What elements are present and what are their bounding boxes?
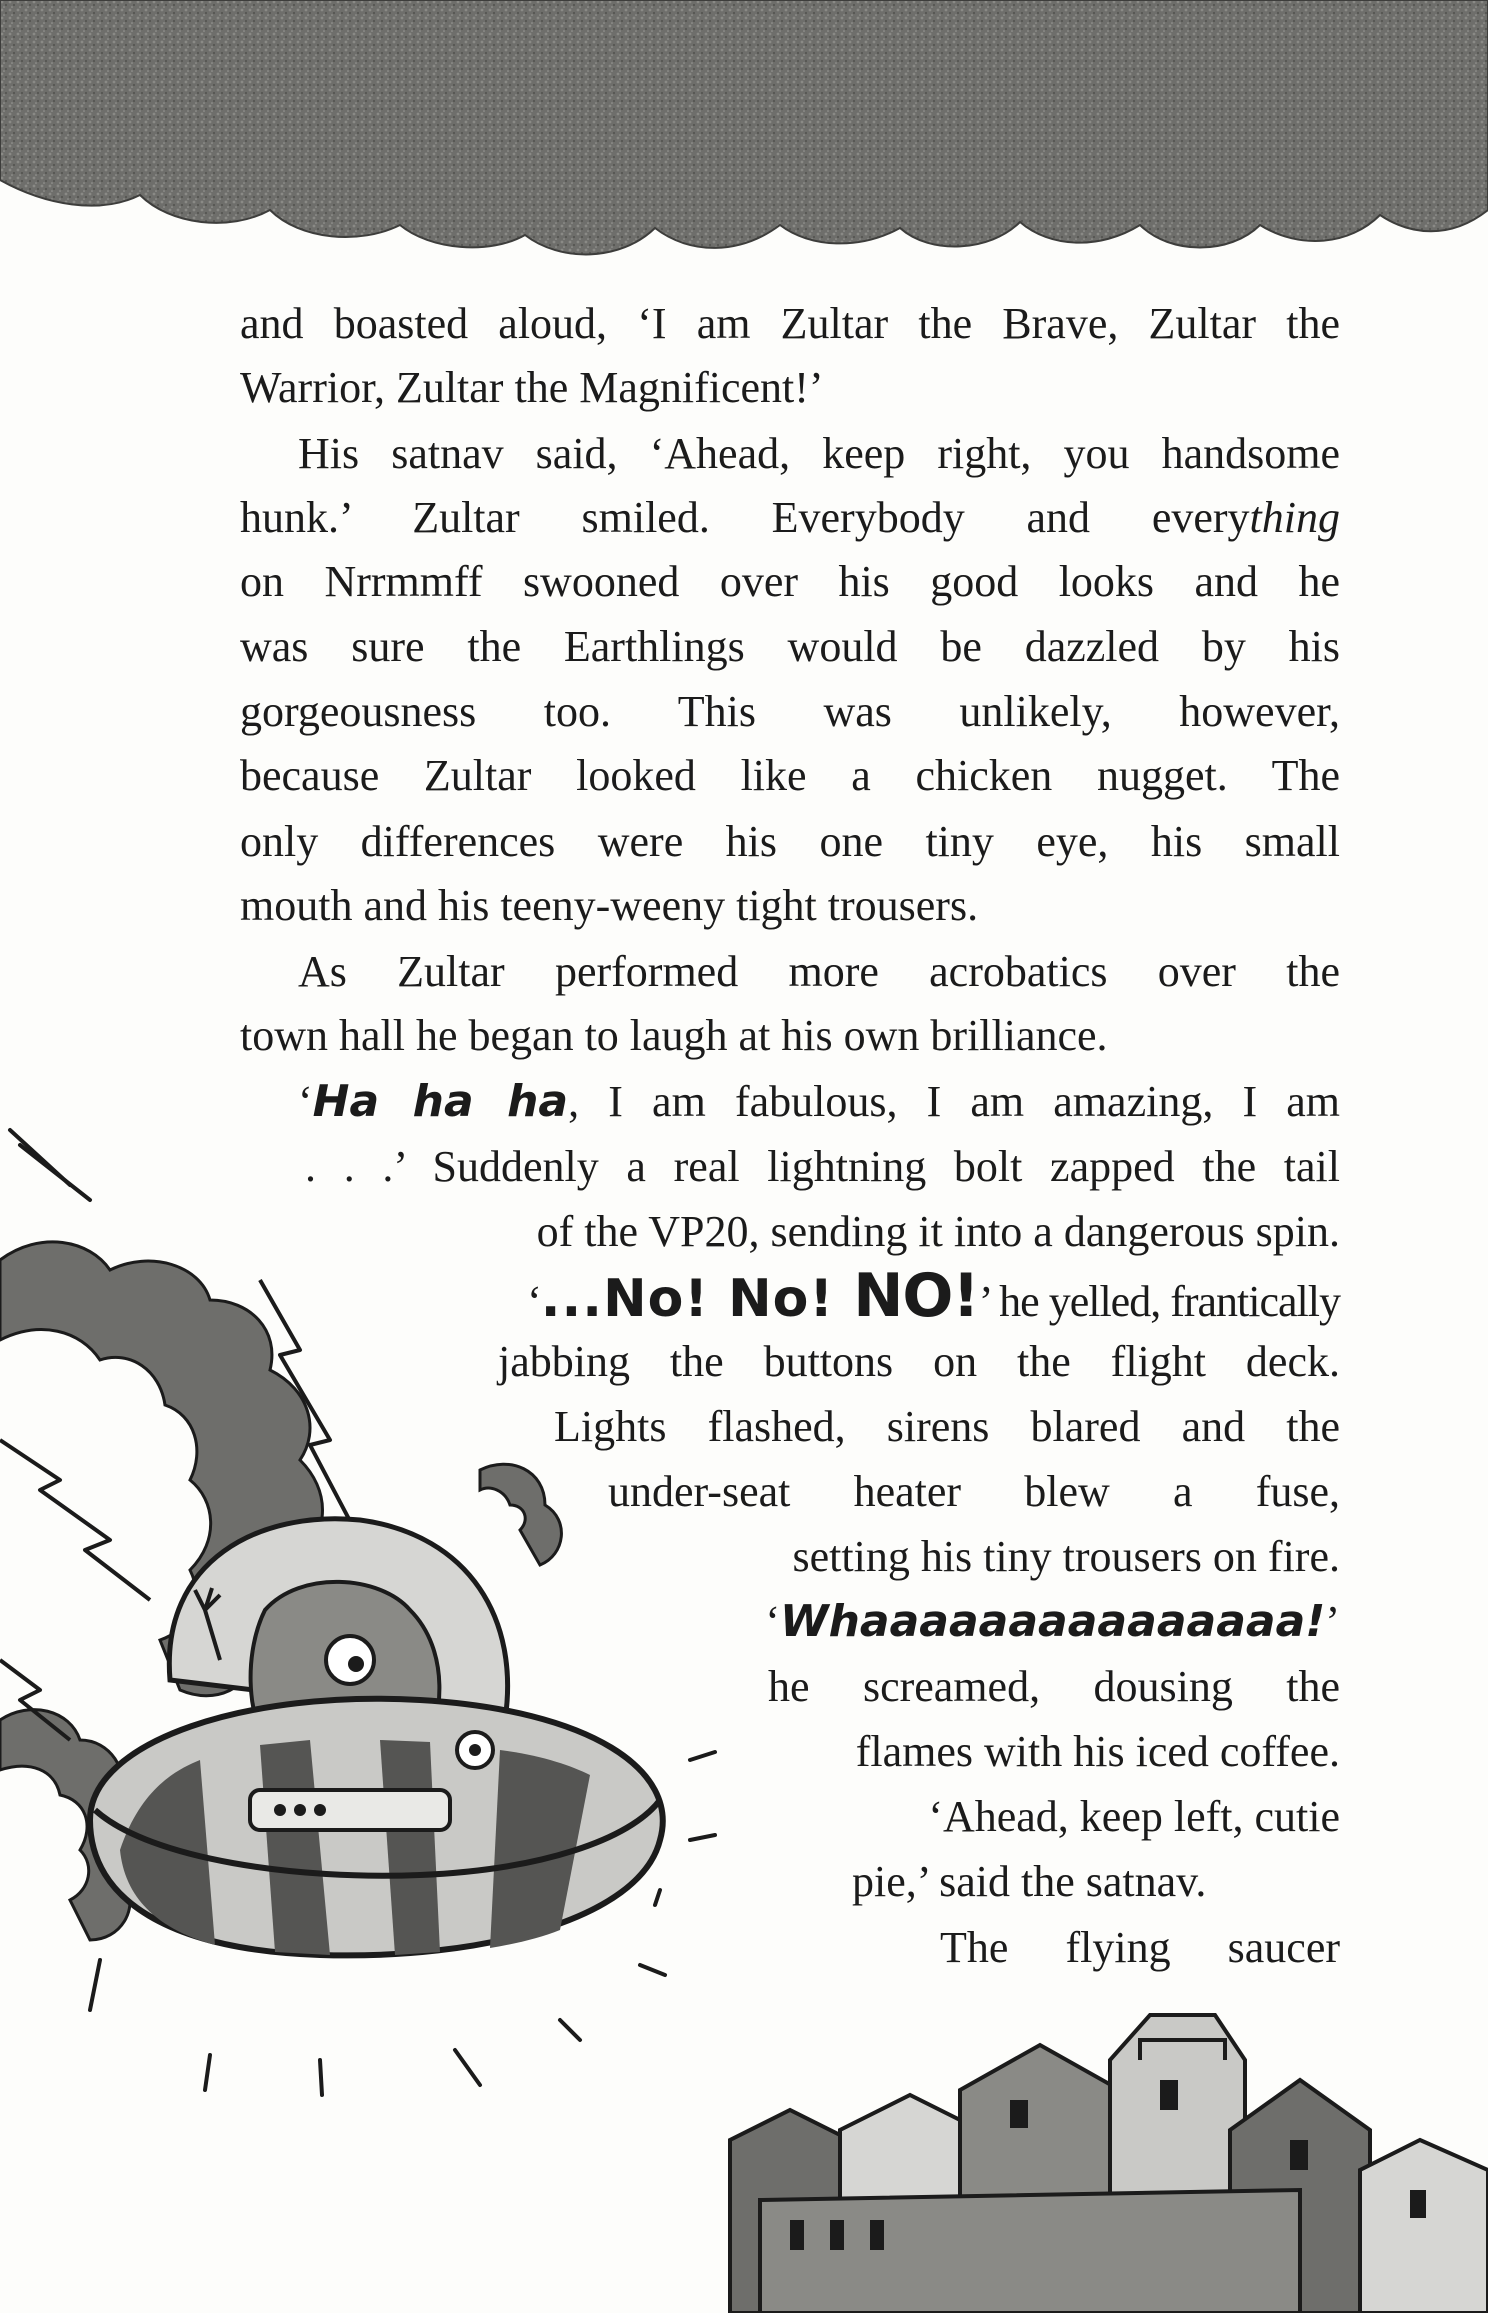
text-line: only differences were his one tiny eye, his small <box>240 817 1340 866</box>
text-line: because Zultar looked like a chicken nugget. The <box>240 751 1340 800</box>
text-line: The flying saucer <box>940 1923 1340 1972</box>
quote-mark: ‘ <box>527 1277 541 1326</box>
text-line: As Zultar performed more acrobatics over the <box>298 947 1340 996</box>
text-line: and boasted aloud, ‘I am Zultar the Brave, Zultar the <box>240 299 1340 348</box>
text-span: ’ he yelled, frantically <box>978 1277 1340 1326</box>
text-line: jabbing the buttons on the flight deck. <box>498 1337 1340 1386</box>
text-line: ‘Ahead, keep left, cutie <box>928 1792 1340 1841</box>
text-line <box>500 1261 1340 1331</box>
text-line: of the VP20, sending it into a dangerous spin. <box>536 1207 1340 1256</box>
sound-effect-no-no: No! No! <box>603 1269 854 1329</box>
text-line: gorgeousness too. This was unlikely, however, <box>240 687 1340 736</box>
text-line: pie,’ said the satnav. <box>852 1857 1207 1906</box>
text-line: His satnav said, ‘Ahead, keep right, you handsome <box>298 429 1340 478</box>
text-span: , I am fabulous, I am amazing, I am <box>568 1077 1340 1126</box>
text-line: he screamed, dousing the <box>768 1662 1340 1711</box>
text-line: town hall he began to laugh at his own brilliance. <box>240 1011 1108 1060</box>
text-line <box>240 488 1340 548</box>
text-line: flames with his iced coffee. <box>855 1727 1340 1776</box>
text-line: under-seat heater blew a fuse, <box>608 1467 1340 1516</box>
text-line: Lights flashed, sirens blared and the <box>554 1402 1340 1451</box>
text-line: . . .’ Suddenly a real lightning bolt zapped the tail <box>305 1142 1340 1191</box>
sound-effect-dots: ... <box>540 1269 604 1329</box>
quote-mark: ’ <box>1325 1597 1340 1646</box>
sound-effect-scream: Whaaaaaaaaaaaaaaa! <box>780 1596 1326 1647</box>
italic-emphasis: thing <box>1249 493 1340 542</box>
quote-mark: ‘ <box>765 1597 781 1646</box>
text-line: setting his tiny trousers on fire. <box>792 1532 1340 1581</box>
text-line: mouth and his teeny-weeny tight trousers. <box>240 881 979 930</box>
text-line <box>298 1072 1340 1132</box>
sound-effect-ha-ha-ha: Ha ha ha <box>312 1076 569 1127</box>
sound-effect-no-big: NO! <box>853 1261 979 1331</box>
text-line: Warrior, Zultar the Magnificent!’ <box>240 363 824 412</box>
text-line: was sure the Earthlings would be dazzled by his <box>240 622 1340 671</box>
text-line: on Nrrmmff swooned over his good looks and he <box>240 557 1340 606</box>
quote-mark: ‘ <box>298 1077 313 1126</box>
text-span: hunk.’ Zultar smiled. Everybody and every <box>240 493 1250 542</box>
text-line <box>700 1592 1340 1652</box>
